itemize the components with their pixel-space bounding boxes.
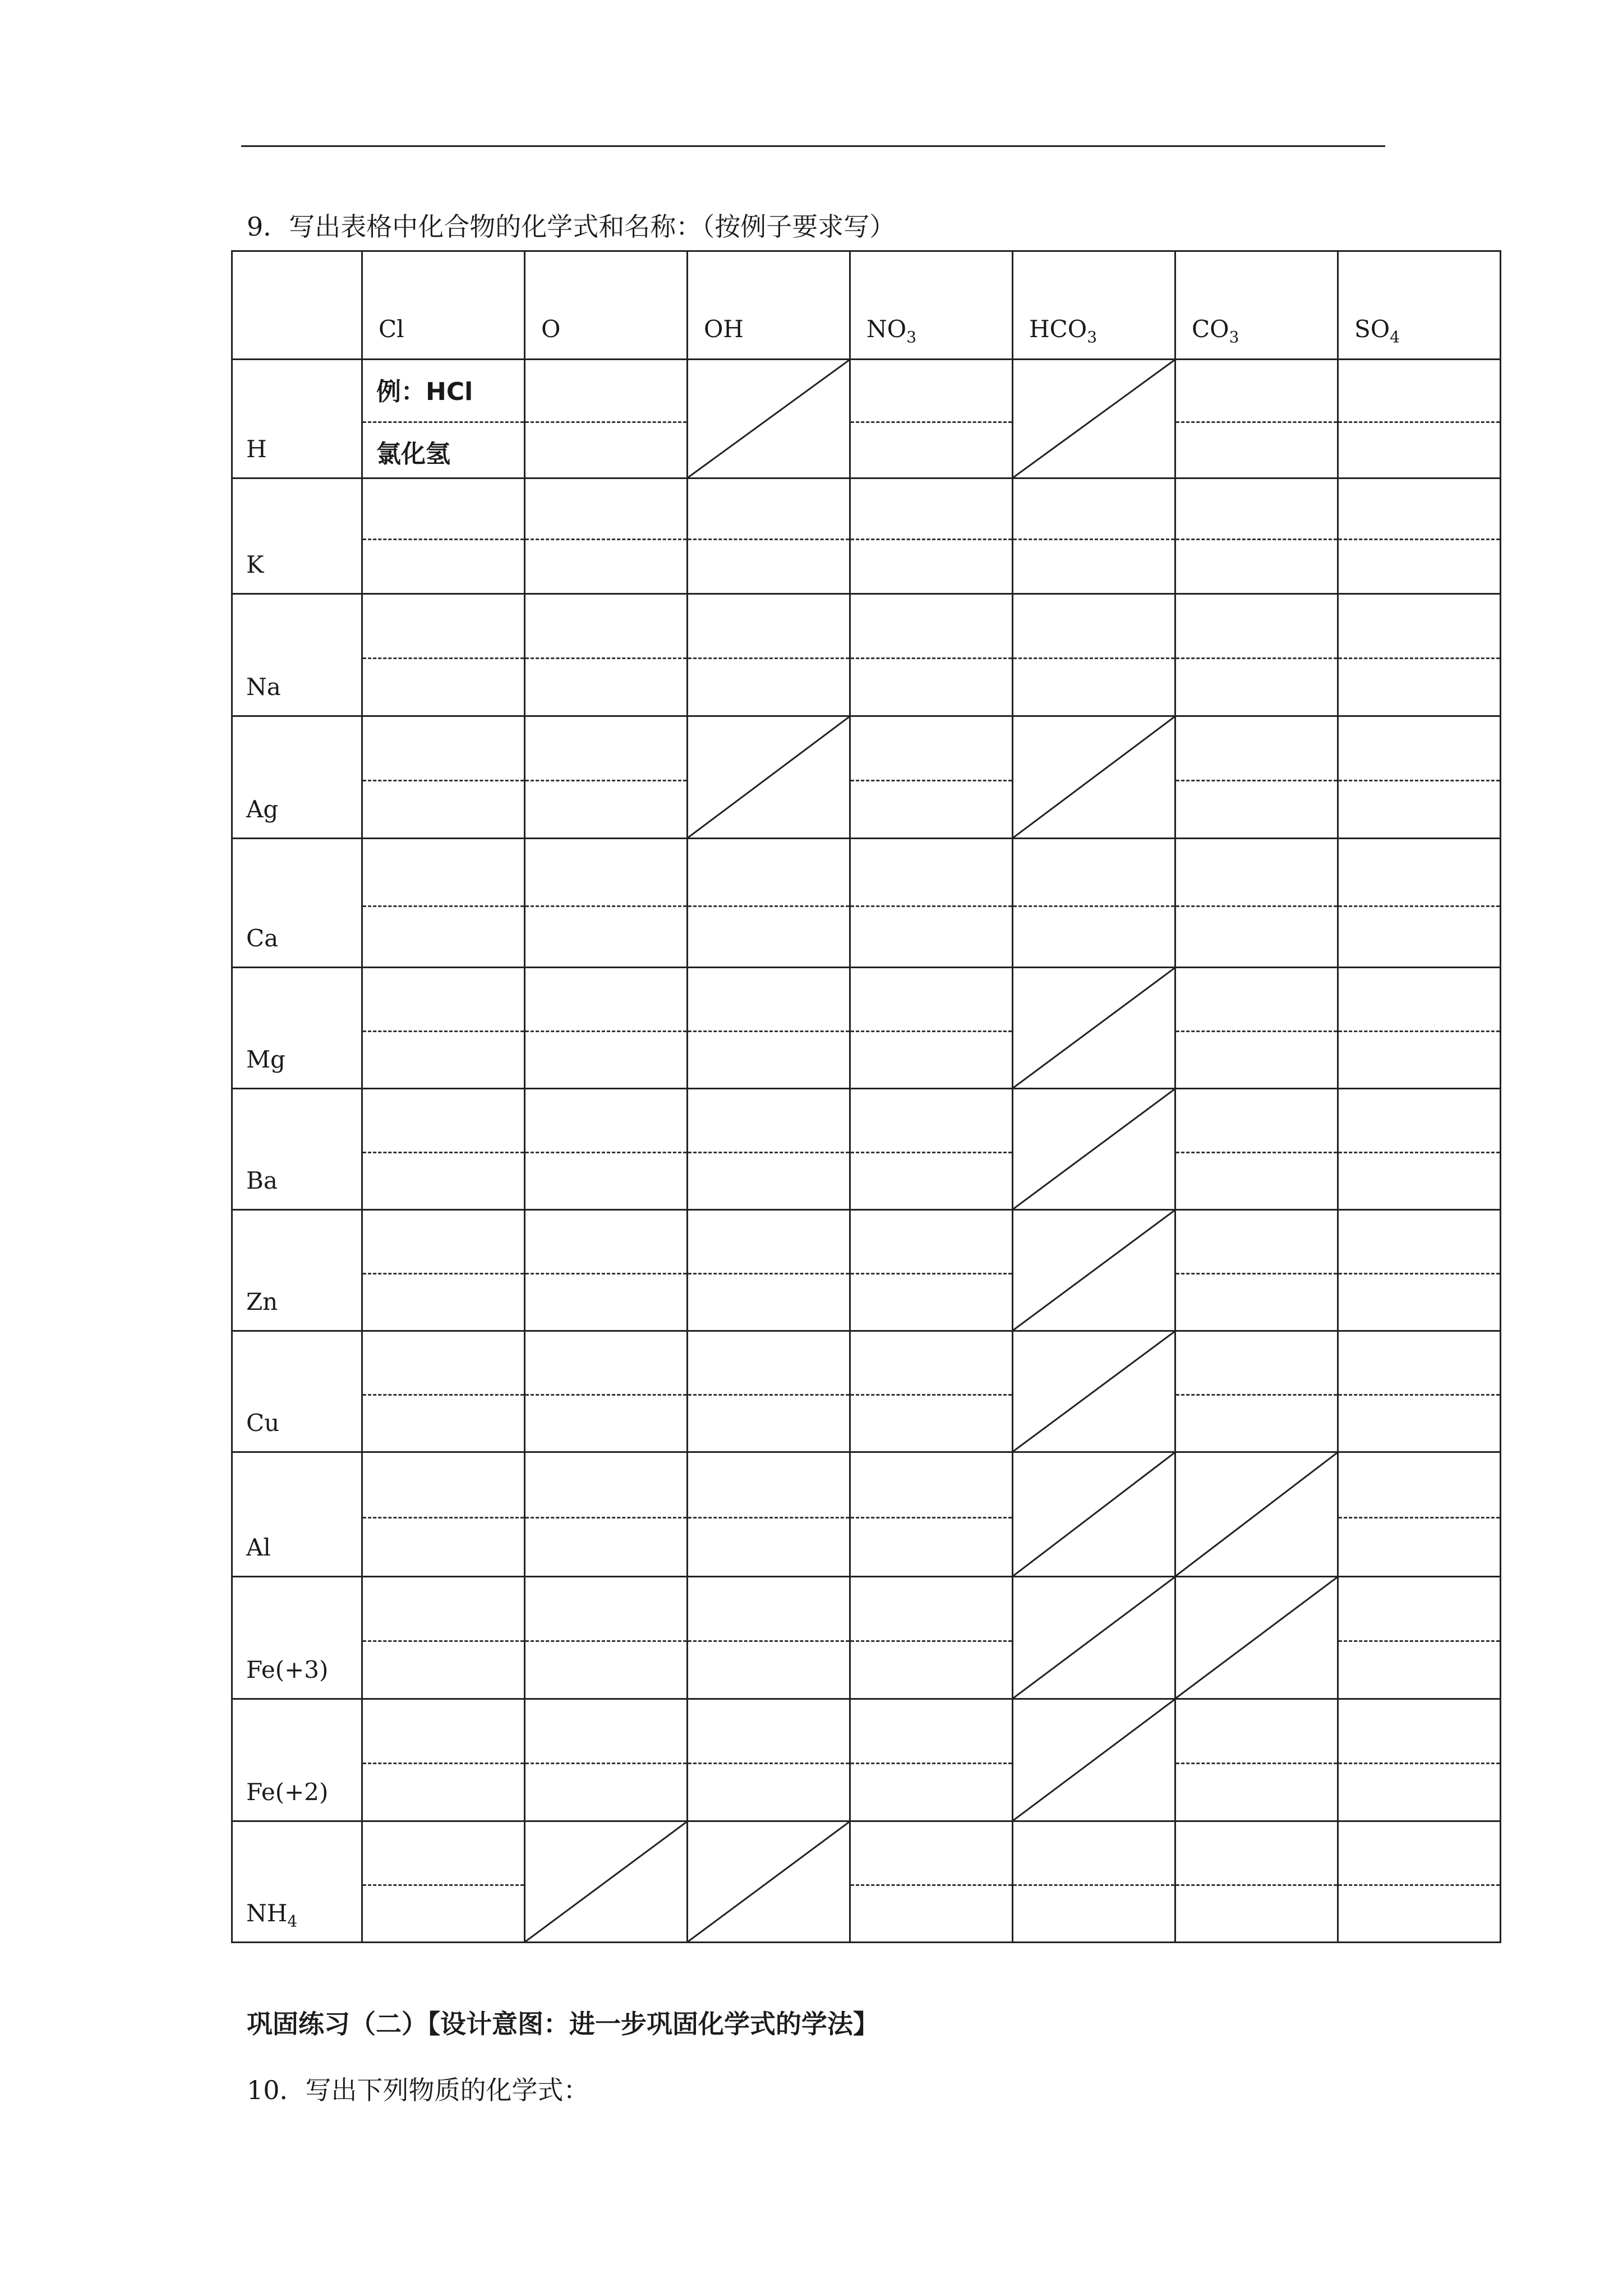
- column-header-label: $CO_3$: [1192, 315, 1239, 346]
- answer-cell[interactable]: [362, 594, 525, 716]
- row-label-cell: [232, 1210, 362, 1331]
- table-row: [232, 1210, 1501, 1331]
- dashed-divider: [363, 421, 524, 423]
- dashed-divider: [1176, 539, 1337, 540]
- row-label: Cu: [246, 1409, 280, 1437]
- row-label: Zn: [246, 1287, 278, 1315]
- table-row: [232, 1089, 1501, 1210]
- dashed-divider: [1176, 1394, 1337, 1396]
- diagonal-slash: [1013, 717, 1174, 838]
- dashed-divider: [688, 905, 849, 907]
- dashed-divider: [1176, 1884, 1337, 1886]
- dashed-divider: [688, 1394, 849, 1396]
- dashed-divider: [1176, 1763, 1337, 1764]
- row-label-cell: [232, 716, 362, 839]
- compound-table: [231, 250, 1501, 1943]
- dashed-divider: [688, 1030, 849, 1032]
- answer-cell[interactable]: [1175, 839, 1338, 968]
- answer-cell[interactable]: [1338, 1210, 1501, 1331]
- column-header-label: Cl: [379, 315, 404, 343]
- row-label: Ag: [246, 795, 279, 823]
- answer-cell[interactable]: [525, 1452, 688, 1577]
- column-header: [1338, 251, 1501, 360]
- row-label-cell: [232, 1452, 362, 1577]
- row-label-cell: [232, 478, 362, 594]
- dashed-divider: [851, 1517, 1012, 1519]
- dashed-divider: [1339, 1763, 1500, 1764]
- answer-cell[interactable]: [688, 1577, 850, 1699]
- dashed-divider: [851, 780, 1012, 781]
- row-label: Ba: [246, 1166, 278, 1194]
- crossed-out-cell: [1013, 968, 1175, 1089]
- diagonal-slash: [1176, 1453, 1337, 1576]
- dashed-divider: [525, 1640, 686, 1642]
- dashed-divider: [851, 1884, 1012, 1886]
- diagonal-slash: [1013, 1089, 1174, 1209]
- answer-cell[interactable]: [1175, 1699, 1338, 1821]
- answer-cell[interactable]: [525, 1210, 688, 1331]
- answer-cell[interactable]: [850, 478, 1013, 594]
- answer-cell[interactable]: [1338, 478, 1501, 594]
- dashed-divider: [363, 1030, 524, 1032]
- column-header: [525, 251, 688, 360]
- diagonal-slash: [1013, 360, 1174, 477]
- dashed-divider: [851, 1273, 1012, 1274]
- crossed-out-cell: [1013, 1089, 1175, 1210]
- dashed-divider: [363, 1763, 524, 1764]
- table-row: [232, 1699, 1501, 1821]
- diagonal-slash: [1013, 1332, 1174, 1451]
- dashed-divider: [1339, 1273, 1500, 1274]
- row-label: Fe(+2): [246, 1778, 329, 1806]
- dashed-divider: [1339, 905, 1500, 907]
- row-label-cell: [232, 1821, 362, 1943]
- answer-cell[interactable]: [850, 1821, 1013, 1943]
- row-label: Fe(+3): [246, 1655, 329, 1683]
- answer-cell[interactable]: [1338, 1452, 1501, 1577]
- diagonal-slash: [525, 1822, 686, 1941]
- answer-cell[interactable]: [525, 1577, 688, 1699]
- row-label-cell: [232, 839, 362, 968]
- crossed-out-cell: [1013, 1210, 1175, 1331]
- dashed-divider: [1339, 657, 1500, 659]
- answer-cell[interactable]: [1175, 716, 1338, 839]
- answer-cell[interactable]: [362, 1821, 525, 1943]
- answer-cell[interactable]: [1338, 1577, 1501, 1699]
- dashed-divider: [688, 539, 849, 540]
- dashed-divider: [851, 1763, 1012, 1764]
- answer-cell[interactable]: [362, 1577, 525, 1699]
- crossed-out-cell: [1013, 1331, 1175, 1452]
- dashed-divider: [1339, 1517, 1500, 1519]
- dashed-divider: [688, 1152, 849, 1153]
- answer-cell[interactable]: [1175, 360, 1338, 478]
- example-name: 氯化氢: [376, 440, 450, 468]
- diagonal-slash: [688, 1822, 849, 1941]
- dashed-divider: [1176, 421, 1337, 423]
- dashed-divider: [363, 1640, 524, 1642]
- row-label: H: [246, 435, 267, 463]
- row-label: $NH_4$: [246, 1899, 298, 1930]
- table-row: [232, 1452, 1501, 1577]
- crossed-out-cell: [688, 360, 850, 478]
- dashed-divider: [1339, 1152, 1500, 1153]
- dashed-divider: [1176, 1273, 1337, 1274]
- answer-cell[interactable]: [1338, 594, 1501, 716]
- column-header-label: O: [541, 315, 561, 343]
- dashed-divider: [525, 1030, 686, 1032]
- dashed-divider: [851, 1640, 1012, 1642]
- dashed-divider: [525, 539, 686, 540]
- dashed-divider: [1013, 1884, 1174, 1886]
- answer-cell[interactable]: [1175, 1210, 1338, 1331]
- dashed-divider: [1339, 1640, 1500, 1642]
- answer-cell[interactable]: [362, 1089, 525, 1210]
- dashed-divider: [1013, 539, 1174, 540]
- question-9: 9．写出表格中化合物的化学式和名称：（按例子要求写）: [247, 211, 896, 242]
- column-header: [362, 251, 525, 360]
- table-row: [232, 839, 1501, 968]
- answer-cell[interactable]: [850, 1452, 1013, 1577]
- answer-cell[interactable]: [1175, 594, 1338, 716]
- answer-cell[interactable]: [850, 839, 1013, 968]
- answer-cell[interactable]: [1013, 1821, 1175, 1943]
- answer-cell[interactable]: [362, 478, 525, 594]
- answer-cell[interactable]: [1013, 594, 1175, 716]
- answer-cell[interactable]: [1175, 1331, 1338, 1452]
- answer-cell[interactable]: [525, 594, 688, 716]
- dashed-divider: [851, 539, 1012, 540]
- dashed-divider: [1339, 421, 1500, 423]
- crossed-out-cell: [688, 1821, 850, 1943]
- dashed-divider: [851, 1152, 1012, 1153]
- answer-cell[interactable]: [362, 839, 525, 968]
- dashed-divider: [688, 1273, 849, 1274]
- diagonal-slash: [1013, 968, 1174, 1088]
- row-label-cell: [232, 360, 362, 478]
- dashed-divider: [688, 1517, 849, 1519]
- answer-cell[interactable]: [688, 1089, 850, 1210]
- answer-cell[interactable]: [1338, 360, 1501, 478]
- column-header-label: $SO_4$: [1354, 315, 1400, 346]
- dashed-divider: [363, 1273, 524, 1274]
- header-rule: [241, 145, 1385, 147]
- answer-cell[interactable]: [525, 968, 688, 1089]
- answer-cell[interactable]: [1175, 478, 1338, 594]
- diagonal-slash: [1013, 1211, 1174, 1330]
- diagonal-slash: [1013, 1700, 1174, 1820]
- dashed-divider: [1176, 905, 1337, 907]
- question-10: 10．写出下列物质的化学式：: [247, 2075, 589, 2105]
- answer-cell[interactable]: [688, 968, 850, 1089]
- dashed-divider: [525, 657, 686, 659]
- answer-cell[interactable]: [688, 1331, 850, 1452]
- column-header-label: $NO_3$: [866, 315, 917, 346]
- diagonal-slash: [1013, 1453, 1174, 1576]
- dashed-divider: [363, 1152, 524, 1153]
- diagonal-slash: [688, 360, 849, 477]
- crossed-out-cell: [1013, 716, 1175, 839]
- answer-cell[interactable]: [850, 1577, 1013, 1699]
- dashed-divider: [1339, 780, 1500, 781]
- dashed-divider: [851, 1394, 1012, 1396]
- dashed-divider: [363, 1394, 524, 1396]
- crossed-out-cell: [1175, 1577, 1338, 1699]
- crossed-out-cell: [1175, 1452, 1338, 1577]
- table-row: [232, 716, 1501, 839]
- row-label-cell: [232, 594, 362, 716]
- answer-cell[interactable]: [525, 360, 688, 478]
- dashed-divider: [525, 1394, 686, 1396]
- table-row: [232, 968, 1501, 1089]
- row-label: Mg: [246, 1045, 285, 1073]
- answer-cell[interactable]: [362, 716, 525, 839]
- answer-cell[interactable]: [850, 968, 1013, 1089]
- answer-cell[interactable]: [362, 1452, 525, 1577]
- crossed-out-cell: [1013, 1699, 1175, 1821]
- answer-cell[interactable]: [1338, 1331, 1501, 1452]
- answer-cell[interactable]: [362, 1331, 525, 1452]
- dashed-divider: [1176, 657, 1337, 659]
- dashed-divider: [688, 657, 849, 659]
- dashed-divider: [1176, 780, 1337, 781]
- dashed-divider: [688, 1763, 849, 1764]
- answer-cell[interactable]: [1338, 839, 1501, 968]
- answer-cell[interactable]: [362, 1699, 525, 1821]
- answer-cell[interactable]: [688, 478, 850, 594]
- dashed-divider: [1339, 1394, 1500, 1396]
- row-label-cell: [232, 1699, 362, 1821]
- row-label-cell: [232, 1331, 362, 1452]
- row-label: Al: [246, 1533, 271, 1561]
- dashed-divider: [1339, 1884, 1500, 1886]
- column-header: [1013, 251, 1175, 360]
- dashed-divider: [525, 780, 686, 781]
- dashed-divider: [1176, 1152, 1337, 1153]
- table-row: [232, 478, 1501, 594]
- answer-cell[interactable]: [525, 1699, 688, 1821]
- answer-cell[interactable]: [850, 1331, 1013, 1452]
- answer-cell[interactable]: [850, 360, 1013, 478]
- table-row: [232, 594, 1501, 716]
- answer-cell[interactable]: [688, 1452, 850, 1577]
- dashed-divider: [1339, 539, 1500, 540]
- dashed-divider: [525, 1152, 686, 1153]
- answer-cell[interactable]: [1338, 1699, 1501, 1821]
- row-label: Ca: [246, 924, 279, 952]
- row-label: K: [246, 550, 264, 578]
- dashed-divider: [688, 1640, 849, 1642]
- answer-cell[interactable]: [525, 1331, 688, 1452]
- crossed-out-cell: [1013, 360, 1175, 478]
- dashed-divider: [363, 1884, 524, 1886]
- dashed-divider: [525, 1763, 686, 1764]
- example-formula: 例：HCl: [376, 378, 473, 406]
- answer-cell[interactable]: [850, 594, 1013, 716]
- column-header: [688, 251, 850, 360]
- dashed-divider: [1013, 657, 1174, 659]
- answer-cell[interactable]: [525, 478, 688, 594]
- answer-cell[interactable]: [688, 594, 850, 716]
- row-label-cell: [232, 1089, 362, 1210]
- crossed-out-cell: [1013, 1577, 1175, 1699]
- answer-cell[interactable]: [1013, 839, 1175, 968]
- answer-cell[interactable]: [525, 1089, 688, 1210]
- dashed-divider: [851, 1030, 1012, 1032]
- answer-cell[interactable]: [1338, 1089, 1501, 1210]
- example-cell: [362, 360, 525, 478]
- answer-cell[interactable]: [1013, 478, 1175, 594]
- answer-cell[interactable]: [362, 968, 525, 1089]
- answer-cell[interactable]: [1175, 968, 1338, 1089]
- table-row: [232, 1821, 1501, 1943]
- crossed-out-cell: [525, 1821, 688, 1943]
- dashed-divider: [363, 780, 524, 781]
- table-row: [232, 360, 1501, 478]
- row-label-cell: [232, 1577, 362, 1699]
- table-row: [232, 1577, 1501, 1699]
- answer-cell[interactable]: [688, 1699, 850, 1821]
- row-label-cell: [232, 968, 362, 1089]
- column-header: [1175, 251, 1338, 360]
- dashed-divider: [363, 657, 524, 659]
- answer-cell[interactable]: [362, 1210, 525, 1331]
- column-header-label: $HCO_3$: [1029, 315, 1098, 346]
- column-header: [850, 251, 1013, 360]
- answer-cell[interactable]: [525, 839, 688, 968]
- header-row: [232, 251, 1501, 360]
- dashed-divider: [525, 1273, 686, 1274]
- dashed-divider: [851, 905, 1012, 907]
- column-header-label: OH: [704, 315, 744, 343]
- answer-cell[interactable]: [1175, 1821, 1338, 1943]
- dashed-divider: [525, 905, 686, 907]
- diagonal-slash: [1013, 1577, 1174, 1698]
- answer-cell[interactable]: [850, 1210, 1013, 1331]
- answer-cell[interactable]: [688, 1210, 850, 1331]
- answer-cell[interactable]: [850, 1089, 1013, 1210]
- dashed-divider: [1176, 1030, 1337, 1032]
- answer-cell[interactable]: [1338, 716, 1501, 839]
- answer-cell[interactable]: [850, 1699, 1013, 1821]
- diagonal-slash: [688, 717, 849, 838]
- answer-cell[interactable]: [525, 716, 688, 839]
- answer-cell[interactable]: [1338, 968, 1501, 1089]
- dashed-divider: [363, 1517, 524, 1519]
- corner-cell: [232, 251, 362, 360]
- answer-cell[interactable]: [850, 716, 1013, 839]
- dashed-divider: [525, 1517, 686, 1519]
- dashed-divider: [363, 905, 524, 907]
- answer-cell[interactable]: [688, 839, 850, 968]
- answer-cell[interactable]: [1175, 1089, 1338, 1210]
- diagonal-slash: [1176, 1577, 1337, 1698]
- crossed-out-cell: [1013, 1452, 1175, 1577]
- section-title: 巩固练习（二）【设计意图：进一步巩固化学式的学法】: [247, 2009, 879, 2039]
- dashed-divider: [363, 539, 524, 540]
- answer-cell[interactable]: [1338, 1821, 1501, 1943]
- dashed-divider: [525, 421, 686, 423]
- dashed-divider: [1339, 1030, 1500, 1032]
- crossed-out-cell: [688, 716, 850, 839]
- dashed-divider: [1013, 905, 1174, 907]
- table-row: [232, 1331, 1501, 1452]
- dashed-divider: [851, 657, 1012, 659]
- dashed-divider: [851, 421, 1012, 423]
- row-label: Na: [246, 673, 281, 701]
